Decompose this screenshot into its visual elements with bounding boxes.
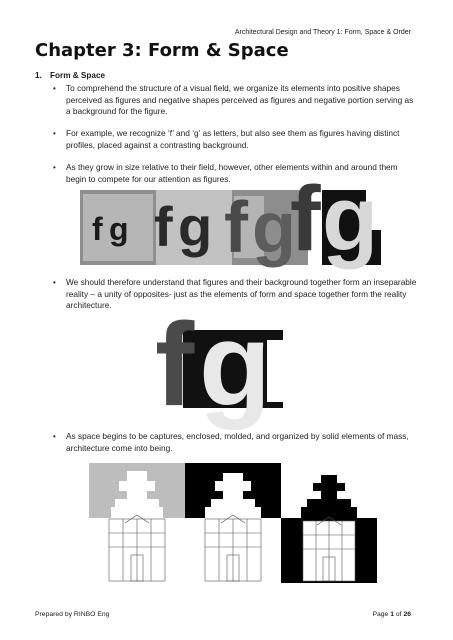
figure-tile-xlarge (290, 168, 381, 270)
architecture-facade-strip (89, 463, 377, 583)
bullet-marker: • (53, 278, 56, 287)
letter-f: f (155, 299, 195, 431)
letter-f: f (92, 211, 103, 247)
bullet-text: As space begins to be captures, enclosed, molded, and organized by solid elements of mass, architecture come into being. (66, 431, 409, 453)
bullet-marker: • (53, 129, 56, 138)
chapter-title: Chapter 3: Form & Space (35, 40, 289, 61)
bullet-text: For example, we recognize ‘f’ and ‘g’ as letters, but also see them as figures having distinct profiles, placed against a contrasting background. (66, 128, 400, 150)
page-total: 26 (403, 611, 411, 618)
footer-author: Prepared by RINBO Eng (35, 611, 110, 618)
page-label: Page (372, 611, 389, 618)
page-current: 1 (390, 611, 394, 618)
letter-g: g (178, 195, 213, 258)
bullet-marker: • (53, 163, 56, 172)
bullet-text: We should therefore understand that figures and their background together form an inseparable reality – a unity of opposites- just as the elements of form and space together form the reality architecture. (66, 277, 417, 311)
facade-tile-black-sky (185, 463, 281, 583)
bullet-text: As they grow in size relative to their field, however, other elements within and around them begin to compete for our attention as figures. (66, 162, 398, 184)
figure-ground-large-g (155, 299, 283, 431)
letter-g: g (109, 211, 129, 247)
page-of: of (395, 611, 402, 618)
running-header: Architectural Design and Theory 1: Form, Space & Order (234, 29, 411, 36)
figure-tile-small (80, 190, 156, 265)
bullet-marker: • (53, 84, 56, 93)
letter-f: f (224, 188, 248, 268)
letter-g: g (199, 299, 272, 431)
letter-f: f (154, 195, 173, 258)
bullet-paragraph-1 (53, 83, 418, 118)
facade-tile-gray-ground (89, 463, 185, 583)
section-heading (35, 71, 105, 80)
letter-g: g (252, 188, 296, 268)
footer-page-number (372, 611, 411, 618)
bullet-paragraph-2 (53, 128, 418, 151)
letter-g: g (322, 168, 379, 270)
facade-tile-black-figure (281, 463, 377, 583)
section-number: 1. (35, 71, 42, 80)
figure-tile-medium (156, 190, 232, 265)
letter-f: f (290, 168, 321, 270)
bullet-paragraph-5 (53, 431, 418, 454)
bullet-text: To comprehend the structure of a visual field, we organize its elements into positive shapes perceived as figures and negative shapes perceived as figures and negative portion serving as a background for the figure. (66, 83, 414, 117)
bullet-marker: • (53, 432, 56, 441)
section-title: Form & Space (50, 71, 106, 80)
